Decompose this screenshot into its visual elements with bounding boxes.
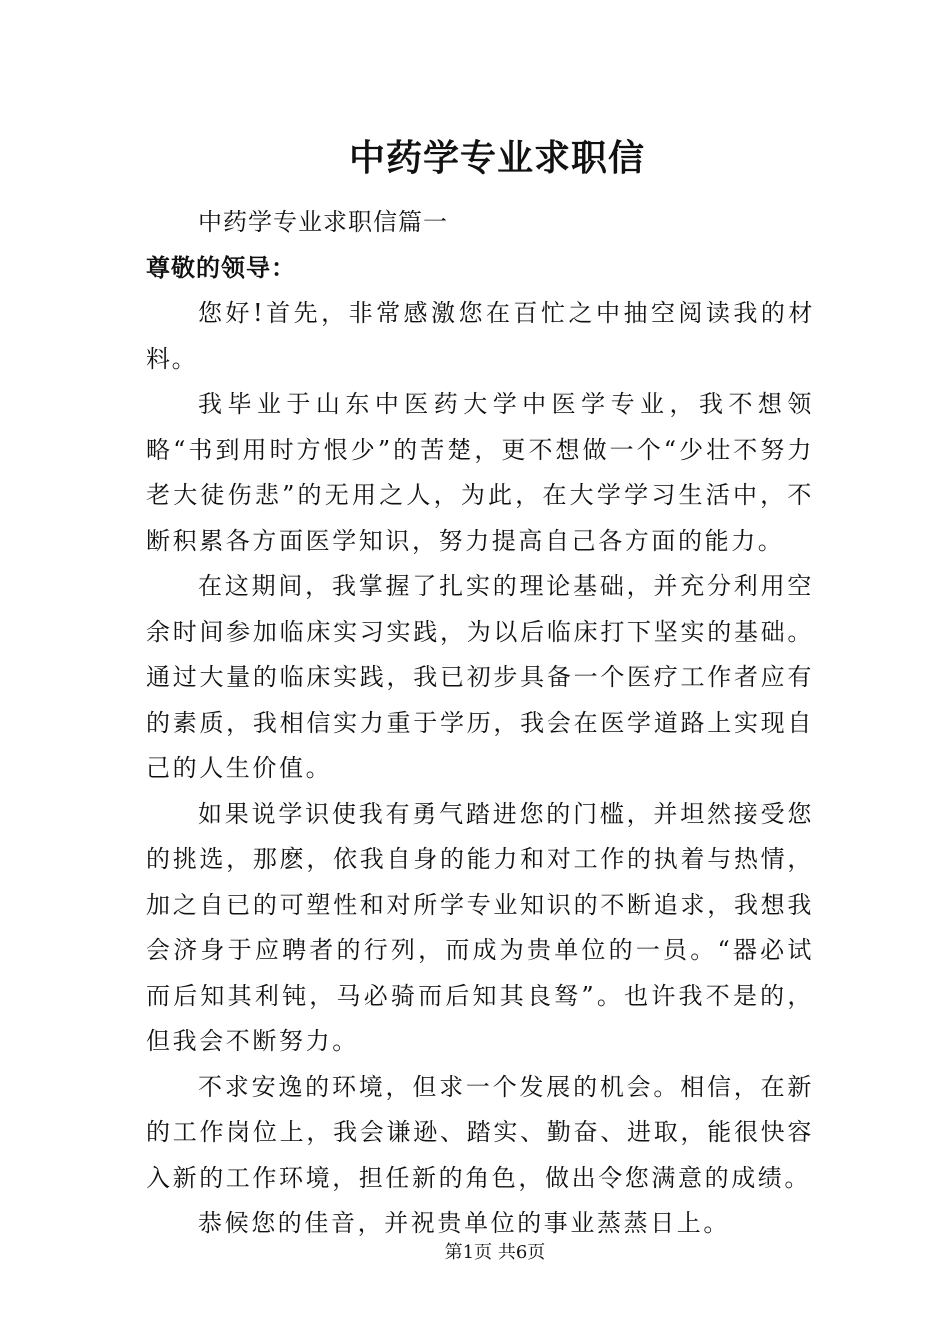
paragraph-6: 恭候您的佳音，并祝贵单位的事业蒸蒸日上。 [198, 1209, 730, 1237]
paragraph-2: 我毕业于山东中医药大学中医学专业，我不想领略“书到用时方恨少”的苦楚，更不想做一个“少壮不努力老大徒伤悲”的无用之人，为此，在大学学习生活中，不断积累各方面医学知识，努力提高自己各方面的能力。 [146, 390, 814, 555]
paragraph-1: 您好!首先，非常感激您在百忙之中抽空阅读我的材料。 [146, 299, 814, 373]
document-body [146, 199, 814, 1247]
page-number: 第1页 共6页 [444, 1242, 546, 1263]
salutation: 尊敬的领导： [146, 253, 296, 282]
paragraph-4: 如果说学识使我有勇气踏进您的门槛，并坦然接受您的挑选，那麽，依我自身的能力和对工作的执着与热情，加之自已的可塑性和对所学专业知识的不断追求，我想我会济身于应聘者的行列，而成为贵单位的一员。“器必试而后知其利钝，马必骑而后知其良驽”。也许我不是的，但我会不断努力。 [146, 799, 814, 1055]
document-title: 中药学专业求职信 [348, 137, 645, 179]
paragraph-3: 在这期间，我掌握了扎实的理论基础，并充分利用空余时间参加临床实习实践，为以后临床打下坚实的基础。通过大量的临床实践，我已初步具备一个医疗工作者应有的素质，我相信实力重于学历，我会在医学道路上实现自己的人生价值。 [146, 572, 814, 782]
document-subtitle: 中药学专业求职信篇一 [198, 208, 448, 236]
paragraph-5: 不求安逸的环境，但求一个发展的机会。相信，在新的工作岗位上，我会谦逊、踏实、勤奋、进取，能很快容入新的工作环境，担任新的角色，做出令您满意的成绩。 [146, 1072, 814, 1192]
